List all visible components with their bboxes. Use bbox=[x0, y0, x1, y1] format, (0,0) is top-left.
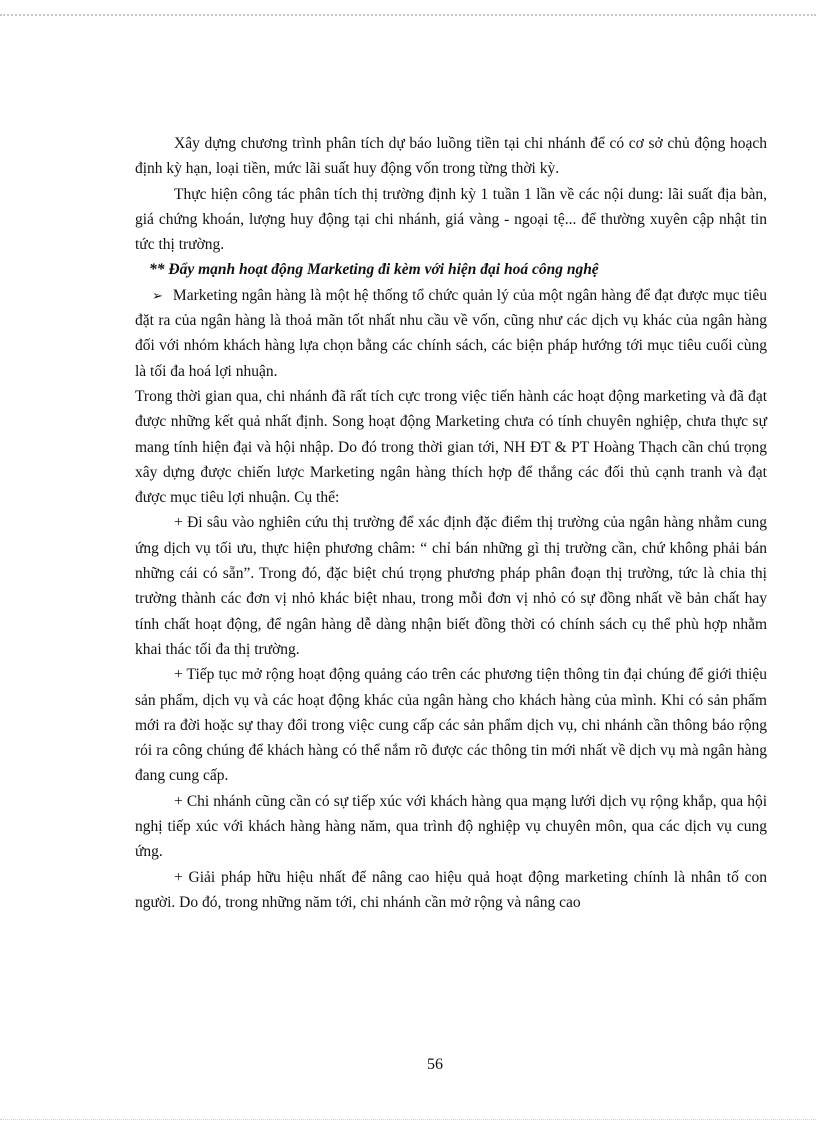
bullet-text: Marketing ngân hàng là một hệ thống tổ chức quản lý của một ngân hàng để đạt được mục tiêu đặt ra của ngân hàng là thoả mãn tốt nhất nhu cầu về vốn, cũng như các dịch vụ khác của ngân hàng đối với nhóm khách hàng lựa chọn bằng các chính sách, các biện pháp hướng tới mục tiêu cuối cùng là tối đa hoá lợi nhuận. bbox=[135, 286, 767, 380]
section-heading-marketing: ** Đẩy mạnh hoạt động Marketing đi kèm với hiện đại hoá công nghệ bbox=[149, 261, 599, 279]
paragraph-advertising: + Tiếp tục mở rộng hoạt động quảng cáo trên các phương tiện thông tin đại chúng để giới thiệu sản phẩm, dịch vụ và các hoạt động khác của ngân hàng cho khách hàng của mình. Khi có sản phẩm mới ra đời hoặc sự thay đổi trong việc cung cấp các sản phẩm dịch vụ, chi nhánh cần thông báo rộng rói ra công chúng để khách hàng có thể nắm rõ được các thông tin mới nhất về dịch vụ mà ngân hàng đang cung cấp. bbox=[135, 666, 767, 785]
paragraph-market-analysis: Thực hiện công tác phân tích thị trường định kỳ 1 tuần 1 lần về các nội dung: lãi suất địa bàn, giá chứng khoán, lượng huy động tại chi nhánh, giá vàng - ngoại tệ... để thường xuyên cập nhật tin tức thị trường. bbox=[135, 185, 767, 254]
arrow-bullet-icon: ➢ bbox=[152, 287, 163, 303]
page-number: 56 bbox=[427, 1056, 443, 1073]
page-border-top bbox=[0, 14, 816, 16]
paragraph-cash-flow-forecast: Xây dựng chương trình phân tích dự báo luồng tiền tại chi nhánh để có cơ sở chủ động hoạch định kỳ hạn, loại tiền, mức lãi suất huy động vốn trong từng thời kỳ. bbox=[135, 135, 767, 178]
paragraph-branch-marketing: Trong thời gian qua, chi nhánh đã rất tích cực trong việc tiến hành các hoạt động marketing và đã đạt được những kết quả nhất định. Song hoạt động Marketing chưa có tính chuyên nghiệp, chưa thực sự mang tính hiện đại và hội nhập. Do đó trong thời gian tới, NH ĐT & PT Hoàng Thạch cần chú trọng xây dựng được chiến lược Marketing ngân hàng thích hợp để thắng các đối thủ cạnh tranh và đạt được mục tiêu lợi nhuận. Cụ thể: bbox=[135, 387, 767, 507]
bullet-paragraph-marketing-definition bbox=[135, 283, 767, 384]
page-border-bottom bbox=[0, 1119, 816, 1120]
paragraph-customer-contact: + Chi nhánh cũng cần có sự tiếp xúc với khách hàng qua mạng lưới dịch vụ rộng khắp, qua hội nghị tiếp xúc với khách hàng hàng năm, qua trình độ nghiệp vụ chuyên môn, qua các dịch vụ cung ứng. bbox=[135, 792, 767, 861]
paragraph-human-factor: + Giải pháp hữu hiệu nhất để nâng cao hiệu quả hoạt động marketing chính là nhân tố con người. Do đó, trong những năm tới, chi nhánh cần mở rộng và nâng cao bbox=[135, 868, 767, 911]
document-body bbox=[135, 131, 767, 915]
paragraph-market-research: + Đi sâu vào nghiên cứu thị trường để xác định đặc điểm thị trường của ngân hàng nhằm cung ứng dịch vụ tối ưu, thực hiện phương châm: “ chỉ bán những gì thị trường cần, chứ không phải bán những cái có sẵn”. Trong đó, đặc biệt chú trọng phương pháp phân đoạn thị trường, tức là chia thị trường thành các đơn vị nhỏ khác biệt nhau, trong mỗi đơn vị nhỏ có sự đồng nhất về bản chất hay tính chất hoạt động, để ngân hàng dễ dàng nhận biết đồng thời có chính sách cụ thể phù hợp nhằm khai thác tối đa thị trường. bbox=[135, 514, 767, 658]
